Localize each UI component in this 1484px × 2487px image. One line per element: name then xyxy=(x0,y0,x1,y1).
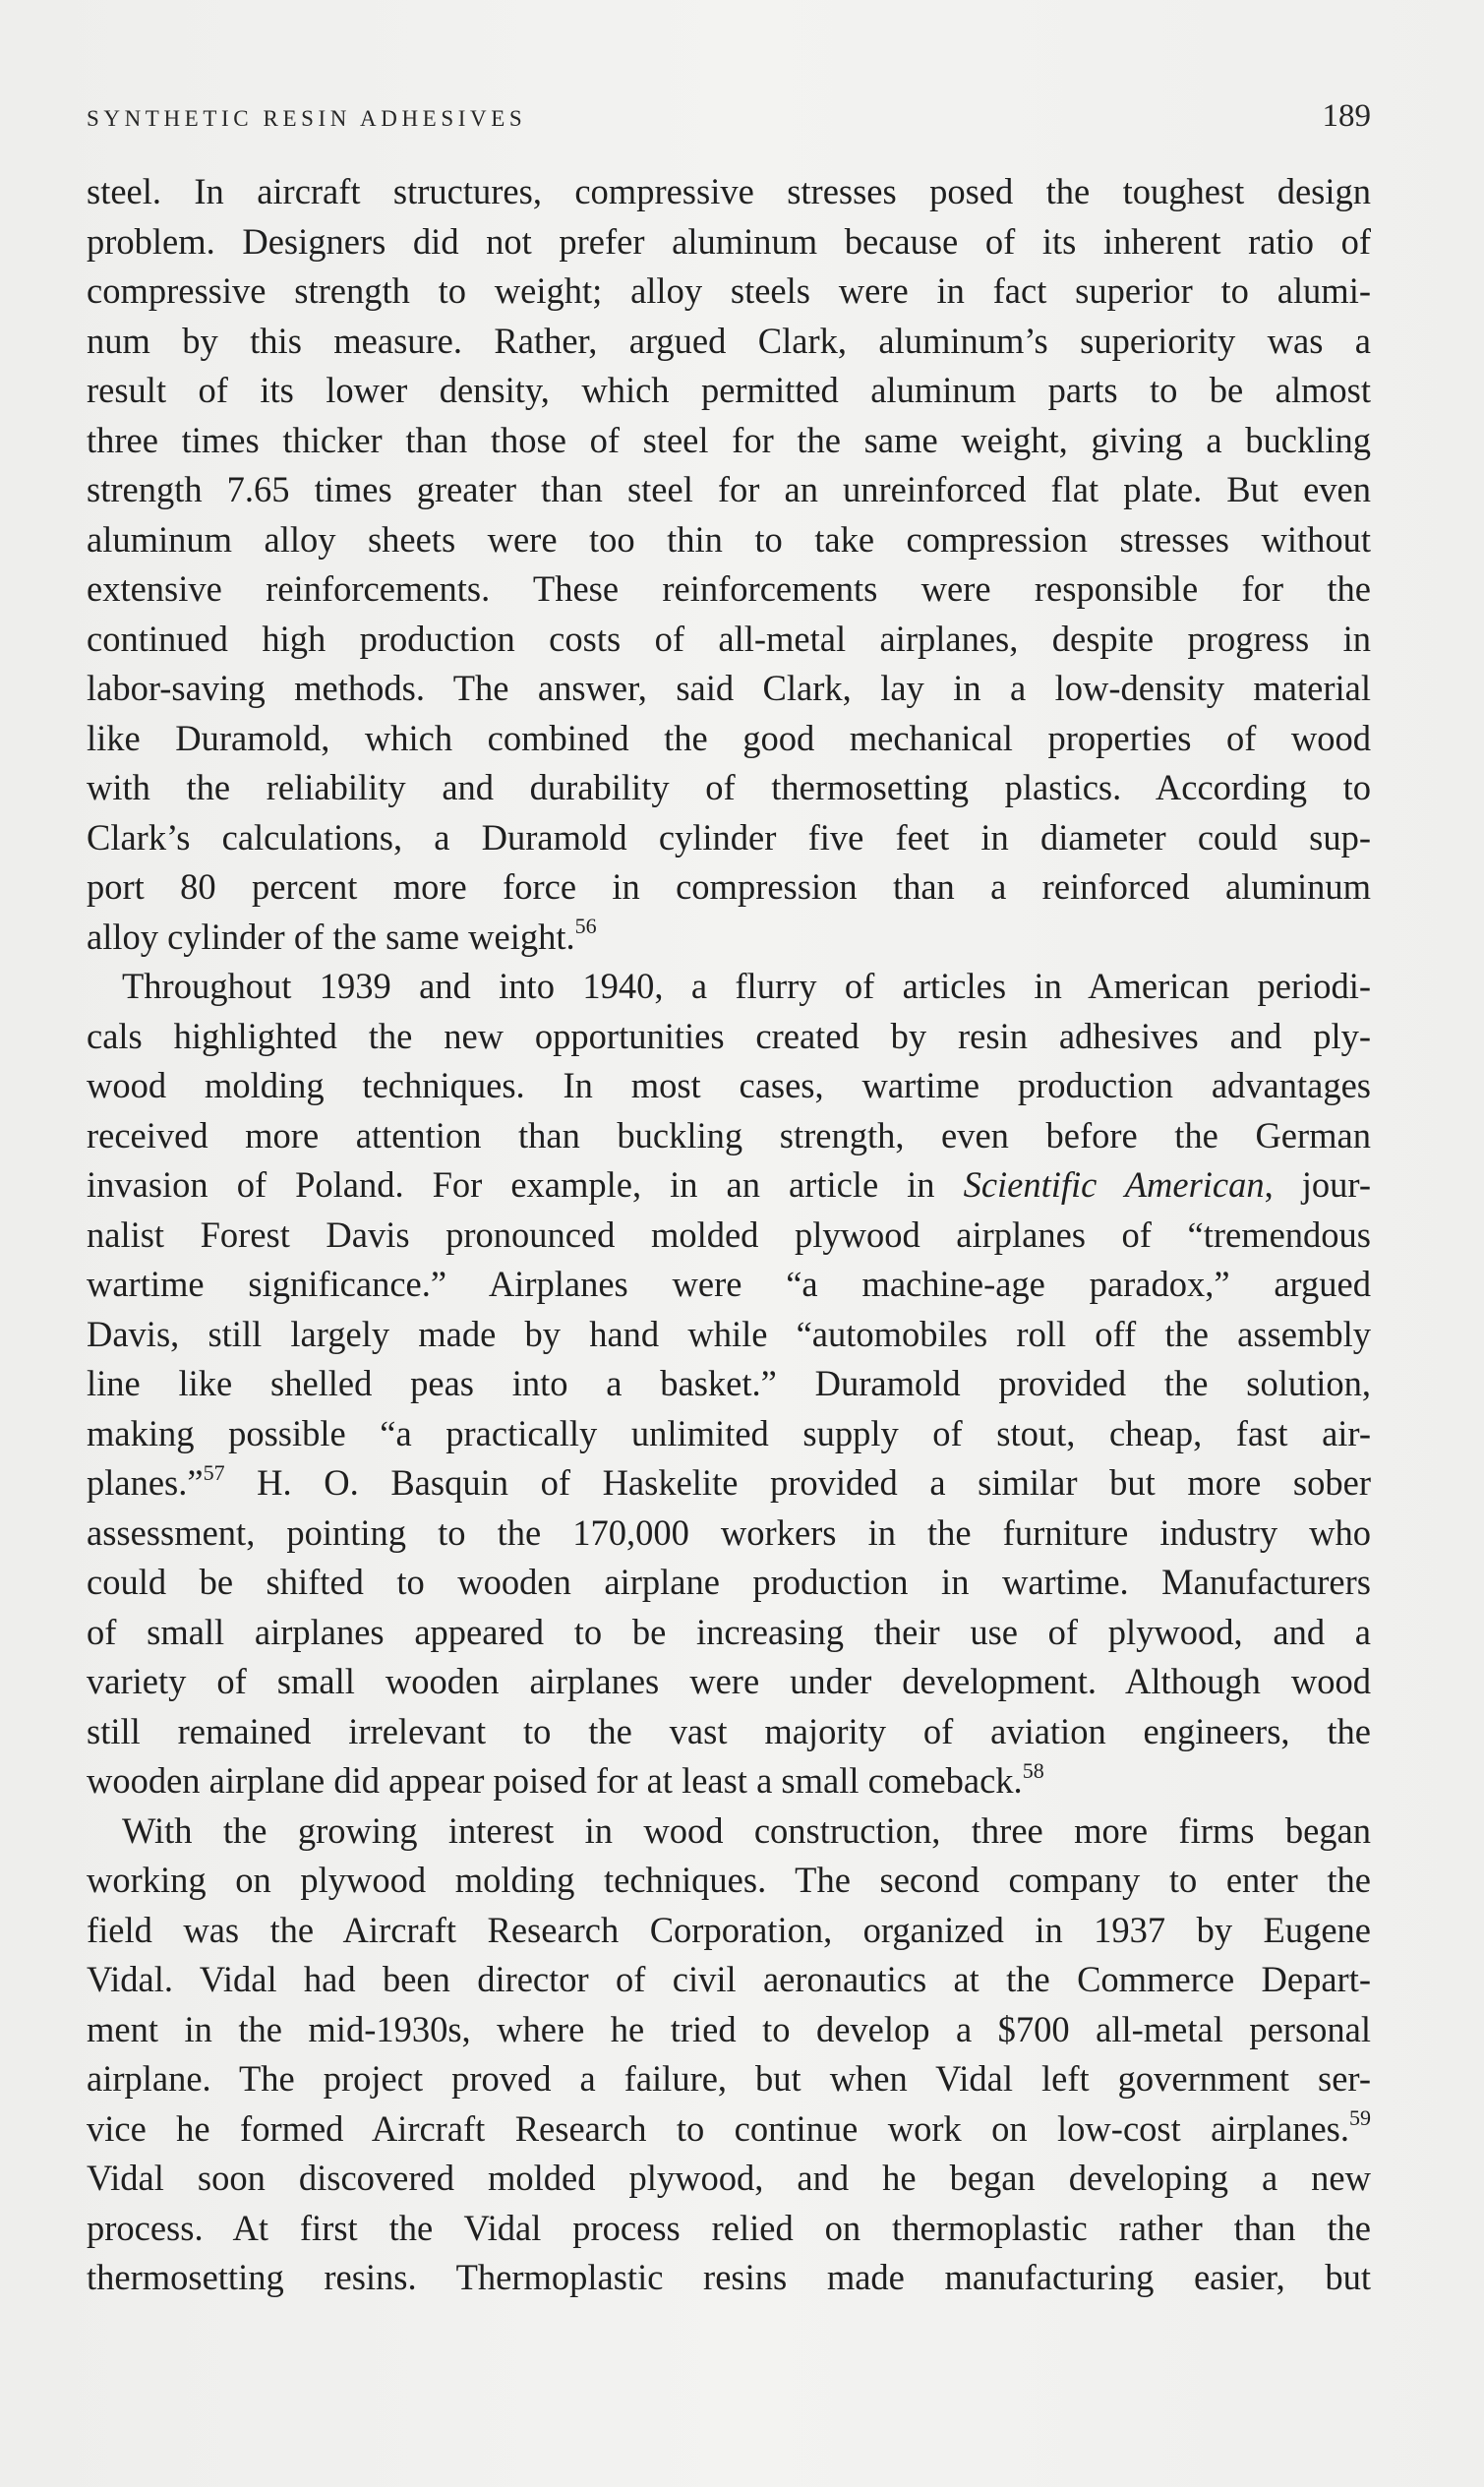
text-line: wood molding techniques. In most cases, wartime production advantages xyxy=(87,1065,1371,1105)
running-head xyxy=(87,98,1371,144)
text-line: assessment, pointing to the 170,000 workers in the furniture industry who xyxy=(87,1511,1371,1553)
journal-title: Scientific American xyxy=(963,1164,1265,1205)
text-line: Vidal. Vidal had been director of civil aeronautics at the Commerce Depart- xyxy=(87,1959,1371,1999)
body-text xyxy=(87,167,1371,2303)
text-line: like Duramold, which combined the good mechanical properties of wood xyxy=(87,717,1371,758)
text-line: variety of small wooden airplanes were under development. Although wood xyxy=(87,1661,1371,1701)
text-line xyxy=(87,1160,1371,1211)
text-line-content: vice he formed Aircraft Research to continue work on low-cost airplanes. xyxy=(87,2107,1349,2149)
footnote-ref-57: 57 xyxy=(203,1459,225,1485)
text-line: continued high production costs of all-metal airplanes, despite progress in xyxy=(87,618,1371,659)
text-line: result of its lower density, which permitted aluminum parts to be almost xyxy=(87,370,1371,410)
paragraph-1 xyxy=(87,167,1371,962)
text-line: wartime significance.” Airplanes were “a machine-age paradox,” argued xyxy=(87,1264,1371,1304)
text-line: still remained irrelevant to the vast majority of aviation engineers, the xyxy=(87,1710,1371,1751)
text-line xyxy=(87,1756,1371,1806)
text-line: of small airplanes appeared to be increasing their use of plywood, and a xyxy=(87,1611,1371,1652)
text-line: steel. In aircraft structures, compressive stresses posed the toughest design xyxy=(87,171,1371,211)
text-line: num by this measure. Rather, argued Clark, aluminum’s superiority was a xyxy=(87,320,1371,361)
page-number: 189 xyxy=(1322,98,1371,134)
text-line-content: planes.” xyxy=(87,1462,204,1503)
text-line: received more attention than buckling strength, even before the German xyxy=(87,1114,1371,1155)
text-line: strength 7.65 times greater than steel for an unreinforced flat plate. But even xyxy=(87,469,1371,509)
text-line: with the reliability and durability of thermosetting plastics. According to xyxy=(87,767,1371,807)
text-line: cals highlighted the new opportunities created by resin adhesives and ply- xyxy=(87,1015,1371,1056)
text-line: airplane. The project proved a failure, but when Vidal left government ser- xyxy=(87,2058,1371,2099)
text-line-content: alloy cylinder of the same weight. xyxy=(87,916,575,957)
text-line xyxy=(87,913,1371,963)
text-line: With the growing interest in wood construction, three more firms began xyxy=(122,1809,1371,1851)
text-line: Throughout 1939 and into 1940, a flurry of articles in American periodi- xyxy=(122,966,1371,1006)
text-line: Clark’s calculations, a Duramold cylinder five feet in diameter could sup- xyxy=(87,816,1371,858)
text-line: working on plywood molding techniques. The second company to enter the xyxy=(87,1860,1371,1900)
text-line: making possible “a practically unlimited supply of stout, cheap, fast air- xyxy=(87,1412,1371,1453)
footnote-ref-58: 58 xyxy=(1022,1757,1044,1783)
text-line: aluminum alloy sheets were too thin to take compression stresses without xyxy=(87,518,1371,560)
text-line-content: invasion of Poland. For example, in an article in xyxy=(87,1164,964,1205)
text-line-content: H. O. Basquin of Haskelite provided a similar but more sober xyxy=(224,1462,1371,1503)
text-line: Davis, still largely made by hand while “automobiles roll off the assembly xyxy=(87,1313,1371,1354)
text-line: ment in the mid-1930s, where he tried to develop a $700 all-metal personal xyxy=(87,2008,1371,2049)
text-line: line like shelled peas into a basket.” Duramold provided the solution, xyxy=(87,1363,1371,1403)
text-line-content: , jour- xyxy=(1264,1164,1371,1205)
text-line: three times thicker than those of steel for the same weight, giving a buckling xyxy=(87,419,1371,460)
text-line: nalist Forest Davis pronounced molded plywood airplanes of “tremendous xyxy=(87,1214,1371,1255)
text-line: problem. Designers did not prefer aluminum because of its inherent ratio of xyxy=(87,220,1371,262)
text-line: process. At first the Vidal process relied on thermoplastic rather than the xyxy=(87,2207,1371,2248)
text-line-content: wooden airplane did appear poised for at least a small comeback. xyxy=(87,1760,1023,1801)
text-line: could be shifted to wooden airplane production in wartime. Manufacturers xyxy=(87,1562,1371,1602)
footnote-ref-56: 56 xyxy=(574,914,597,939)
paragraph-3 xyxy=(87,1806,1371,2303)
paragraph-2 xyxy=(87,962,1371,1806)
text-line xyxy=(87,1458,1371,1509)
text-line: compressive strength to weight; alloy steels were in fact superior to alumi- xyxy=(87,270,1371,311)
footnote-ref-59: 59 xyxy=(1349,2105,1371,2131)
text-line: thermosetting resins. Thermoplastic resins made manufacturing easier, but xyxy=(87,2257,1371,2297)
text-line: extensive reinforcements. These reinforcements were responsible for the xyxy=(87,568,1371,609)
text-line xyxy=(87,2104,1371,2155)
running-title: SYNTHETIC RESIN ADHESIVES xyxy=(87,106,527,131)
text-line: field was the Aircraft Research Corporation, organized in 1937 by Eugene xyxy=(87,1909,1371,1950)
text-line: Vidal soon discovered molded plywood, and he began developing a new xyxy=(87,2158,1371,2198)
text-line: port 80 percent more force in compression than a reinforced aluminum xyxy=(87,866,1371,907)
text-line: labor-saving methods. The answer, said Clark, lay in a low-density material xyxy=(87,668,1371,708)
